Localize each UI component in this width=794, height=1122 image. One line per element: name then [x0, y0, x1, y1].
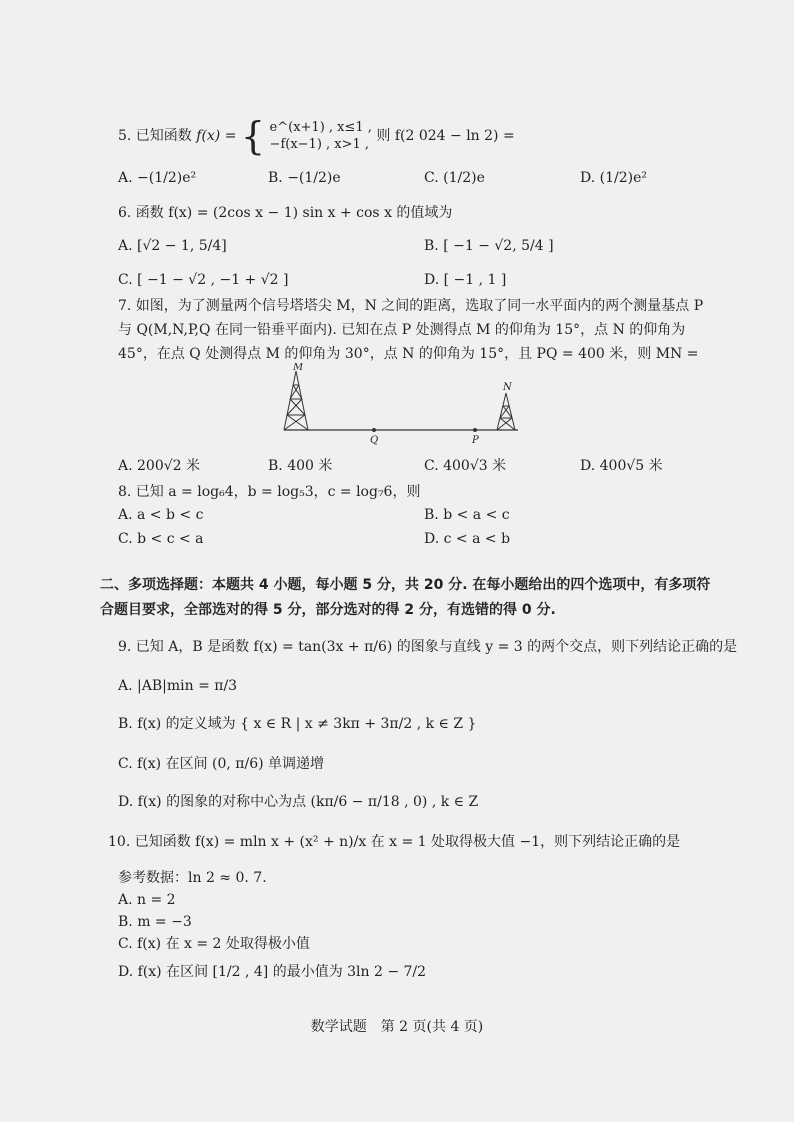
tower-m	[284, 371, 308, 430]
q5-stem-a: 5. 已知函数	[118, 128, 192, 144]
q9-option-b: B. f(x) 的定义域为 { x ∈ R | x ≠ 3kπ + 3π/2 , k ∈ Z }	[118, 716, 477, 732]
q5-option-a: A. −(1/2)e²	[118, 170, 197, 186]
section-2-line-2: 合题目要求，全部选对的得 5 分，部分选对的得 2 分，有选错的得 0 分.	[100, 602, 556, 618]
question-7-line-1: 7. 如图，为了测量两个信号塔塔尖 M，N 之间的距离，选取了同一水平面内的两个测量基点 P	[118, 298, 704, 314]
question-9: 9. 已知 A，B 是函数 f(x) = tan(3x + π/6) 的图象与直线 y = 3 的两个交点，则下列结论正确的是	[118, 639, 738, 655]
q7-option-b: B. 400 米	[268, 458, 333, 474]
label-q: Q	[370, 435, 379, 445]
q10-option-d: D. f(x) 在区间 [1/2 , 4] 的最小值为 3ln 2 − 7/2	[118, 964, 427, 980]
point-p	[473, 428, 477, 432]
page-footer: 数学试题 第 2 页(共 4 页)	[310, 1019, 484, 1035]
q5-piece-1: e^(x+1) , x≤1 ,	[269, 120, 372, 135]
q9-option-d: D. f(x) 的图象的对称中心为点 (kπ/6 − π/18 , 0) , k ∈ Z	[118, 794, 479, 810]
q5-fx: f(x) =	[196, 128, 237, 144]
q8-option-c: C. b < c < a	[118, 531, 204, 547]
q5-stem-b: 则 f(2 024 − ln 2) =	[376, 128, 515, 144]
q9-option-a: A. |AB|min = π/3	[118, 678, 238, 694]
q6-option-a: A. [√2 − 1, 5/4]	[118, 238, 227, 254]
q8-option-b: B. b < a < c	[424, 507, 510, 523]
q6-option-b: B. [ −1 − √2, 5/4 ]	[424, 238, 554, 254]
q7-option-d: D. 400√5 米	[580, 458, 663, 474]
label-p: P	[472, 435, 479, 445]
q10-option-a: A. n = 2	[118, 892, 176, 908]
q10-option-b: B. m = −3	[118, 914, 192, 930]
question-5	[118, 114, 515, 158]
tower-figure	[278, 363, 528, 449]
q7-option-c: C. 400√3 米	[424, 458, 507, 474]
label-m: M	[293, 363, 304, 373]
label-n: N	[503, 382, 512, 393]
point-q	[372, 428, 376, 432]
q10-option-c: C. f(x) 在 x = 2 处取得极小值	[118, 936, 310, 952]
q7-option-a: A. 200√2 米	[118, 458, 201, 474]
question-6: 6. 函数 f(x) = (2cos x − 1) sin x + cos x 的值域为	[118, 205, 453, 221]
q5-option-d: D. (1/2)e²	[580, 170, 647, 186]
q8-option-d: D. c < a < b	[424, 531, 511, 547]
tower-diagram	[278, 363, 528, 445]
q5-brace: {	[240, 114, 266, 158]
q8-option-a: A. a < b < c	[118, 507, 204, 523]
q5-option-b: B. −(1/2)e	[268, 170, 341, 186]
q5-pieces	[270, 119, 372, 153]
q6-option-d: D. [ −1 , 1 ]	[424, 272, 507, 288]
q6-option-c: C. [ −1 − √2 , −1 + √2 ]	[118, 272, 289, 288]
question-8: 8. 已知 a = log₆4，b = log₅3，c = log₇6，则	[118, 484, 421, 500]
q10-reference: 参考数据：ln 2 ≈ 0. 7.	[118, 870, 267, 886]
q5-piece-2: −f(x−1) , x>1 ,	[269, 137, 370, 152]
question-7-line-2: 与 Q(M,N,P,Q 在同一铅垂平面内). 已知在点 P 处测得点 M 的仰角为 15°，点 N 的仰角为	[118, 322, 686, 338]
q9-option-c: C. f(x) 在区间 (0, π/6) 单调递增	[118, 756, 325, 772]
question-7-line-3: 45°，在点 Q 处测得点 M 的仰角为 30°，点 N 的仰角为 15°，且 PQ = 400 米，则 MN =	[118, 346, 699, 362]
question-10: 10. 已知函数 f(x) = mln x + (x² + n)/x 在 x = 1 处取得极大值 −1，则下列结论正确的是	[108, 834, 681, 850]
section-2-line-1: 二、多项选择题：本题共 4 小题，每小题 5 分，共 20 分. 在每小题给出的四个选项中，有多项符	[100, 577, 711, 593]
q5-option-c: C. (1/2)e	[424, 170, 485, 186]
tower-n	[497, 393, 515, 430]
